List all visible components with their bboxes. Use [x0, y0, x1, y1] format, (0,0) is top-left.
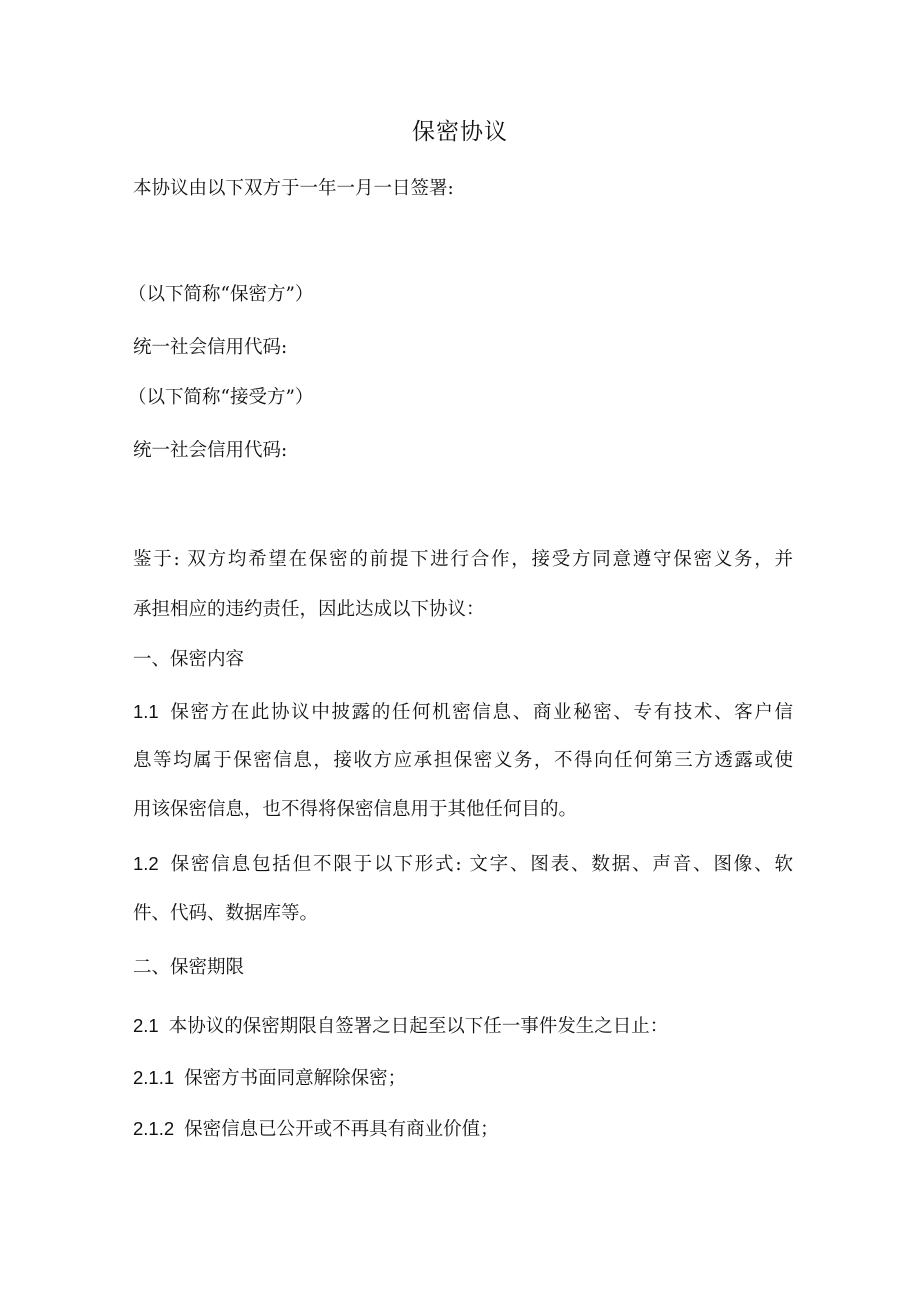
- clause-1-2-line-2: 件、代码、数据库等。: [133, 903, 319, 924]
- document-title: 保密协议: [412, 119, 508, 145]
- whereas-line-1: 鉴于: 双方均希望在保密的前提下进行合作，接受方同意遵守保密义务，并: [133, 549, 793, 570]
- clause-text: 保密信息已公开或不再具有商业价值；: [184, 1119, 499, 1140]
- party-a-note: （以下简称“保密方”）: [128, 284, 314, 305]
- party-b-note: （以下简称“接受方”）: [128, 387, 314, 408]
- clause-number: 2.1.2: [133, 1118, 175, 1139]
- section-2-heading: 二、保密期限: [133, 957, 245, 978]
- party-b-code-label: 统一社会信用代码:: [133, 440, 288, 461]
- clause-text: 本协议的保密期限自签署之日起至以下任一事件发生之日止：: [168, 1016, 669, 1037]
- clause-number: 2.1: [133, 1015, 159, 1036]
- intro-text: 本协议由以下双方于一年一月一日签署:: [133, 178, 454, 199]
- clause-number: 1.1: [133, 701, 159, 722]
- whereas-line-2: 承担相应的违约责任，因此达成以下协议：: [133, 599, 485, 620]
- clause-2-1-2: [133, 1114, 793, 1145]
- clause-1-1-line-3: 用该保密信息，也不得将保密信息用于其他任何目的。: [133, 799, 578, 820]
- section-1-heading: 一、保密内容: [133, 649, 245, 670]
- clause-text: 保密方在此协议中披露的任何机密信息、商业秘密、专有技术、客户信: [168, 702, 793, 723]
- clause-2-1: [133, 1011, 793, 1042]
- clause-2-1-1: [133, 1063, 793, 1094]
- party-a-code-label: 统一社会信用代码:: [133, 337, 288, 358]
- clause-1-1-line-1: [133, 697, 793, 728]
- clause-text: 保密信息包括但不限于以下形式: 文字、图表、数据、声音、图像、软: [168, 854, 793, 875]
- clause-number: 1.2: [133, 853, 159, 874]
- clause-1-2-line-1: [133, 849, 793, 880]
- clause-1-1-line-2: 息等均属于保密信息，接收方应承担保密义务，不得向任何第三方透露或使: [133, 750, 793, 771]
- clause-text: 保密方书面同意解除保密；: [184, 1068, 407, 1089]
- clause-number: 2.1.1: [133, 1067, 175, 1088]
